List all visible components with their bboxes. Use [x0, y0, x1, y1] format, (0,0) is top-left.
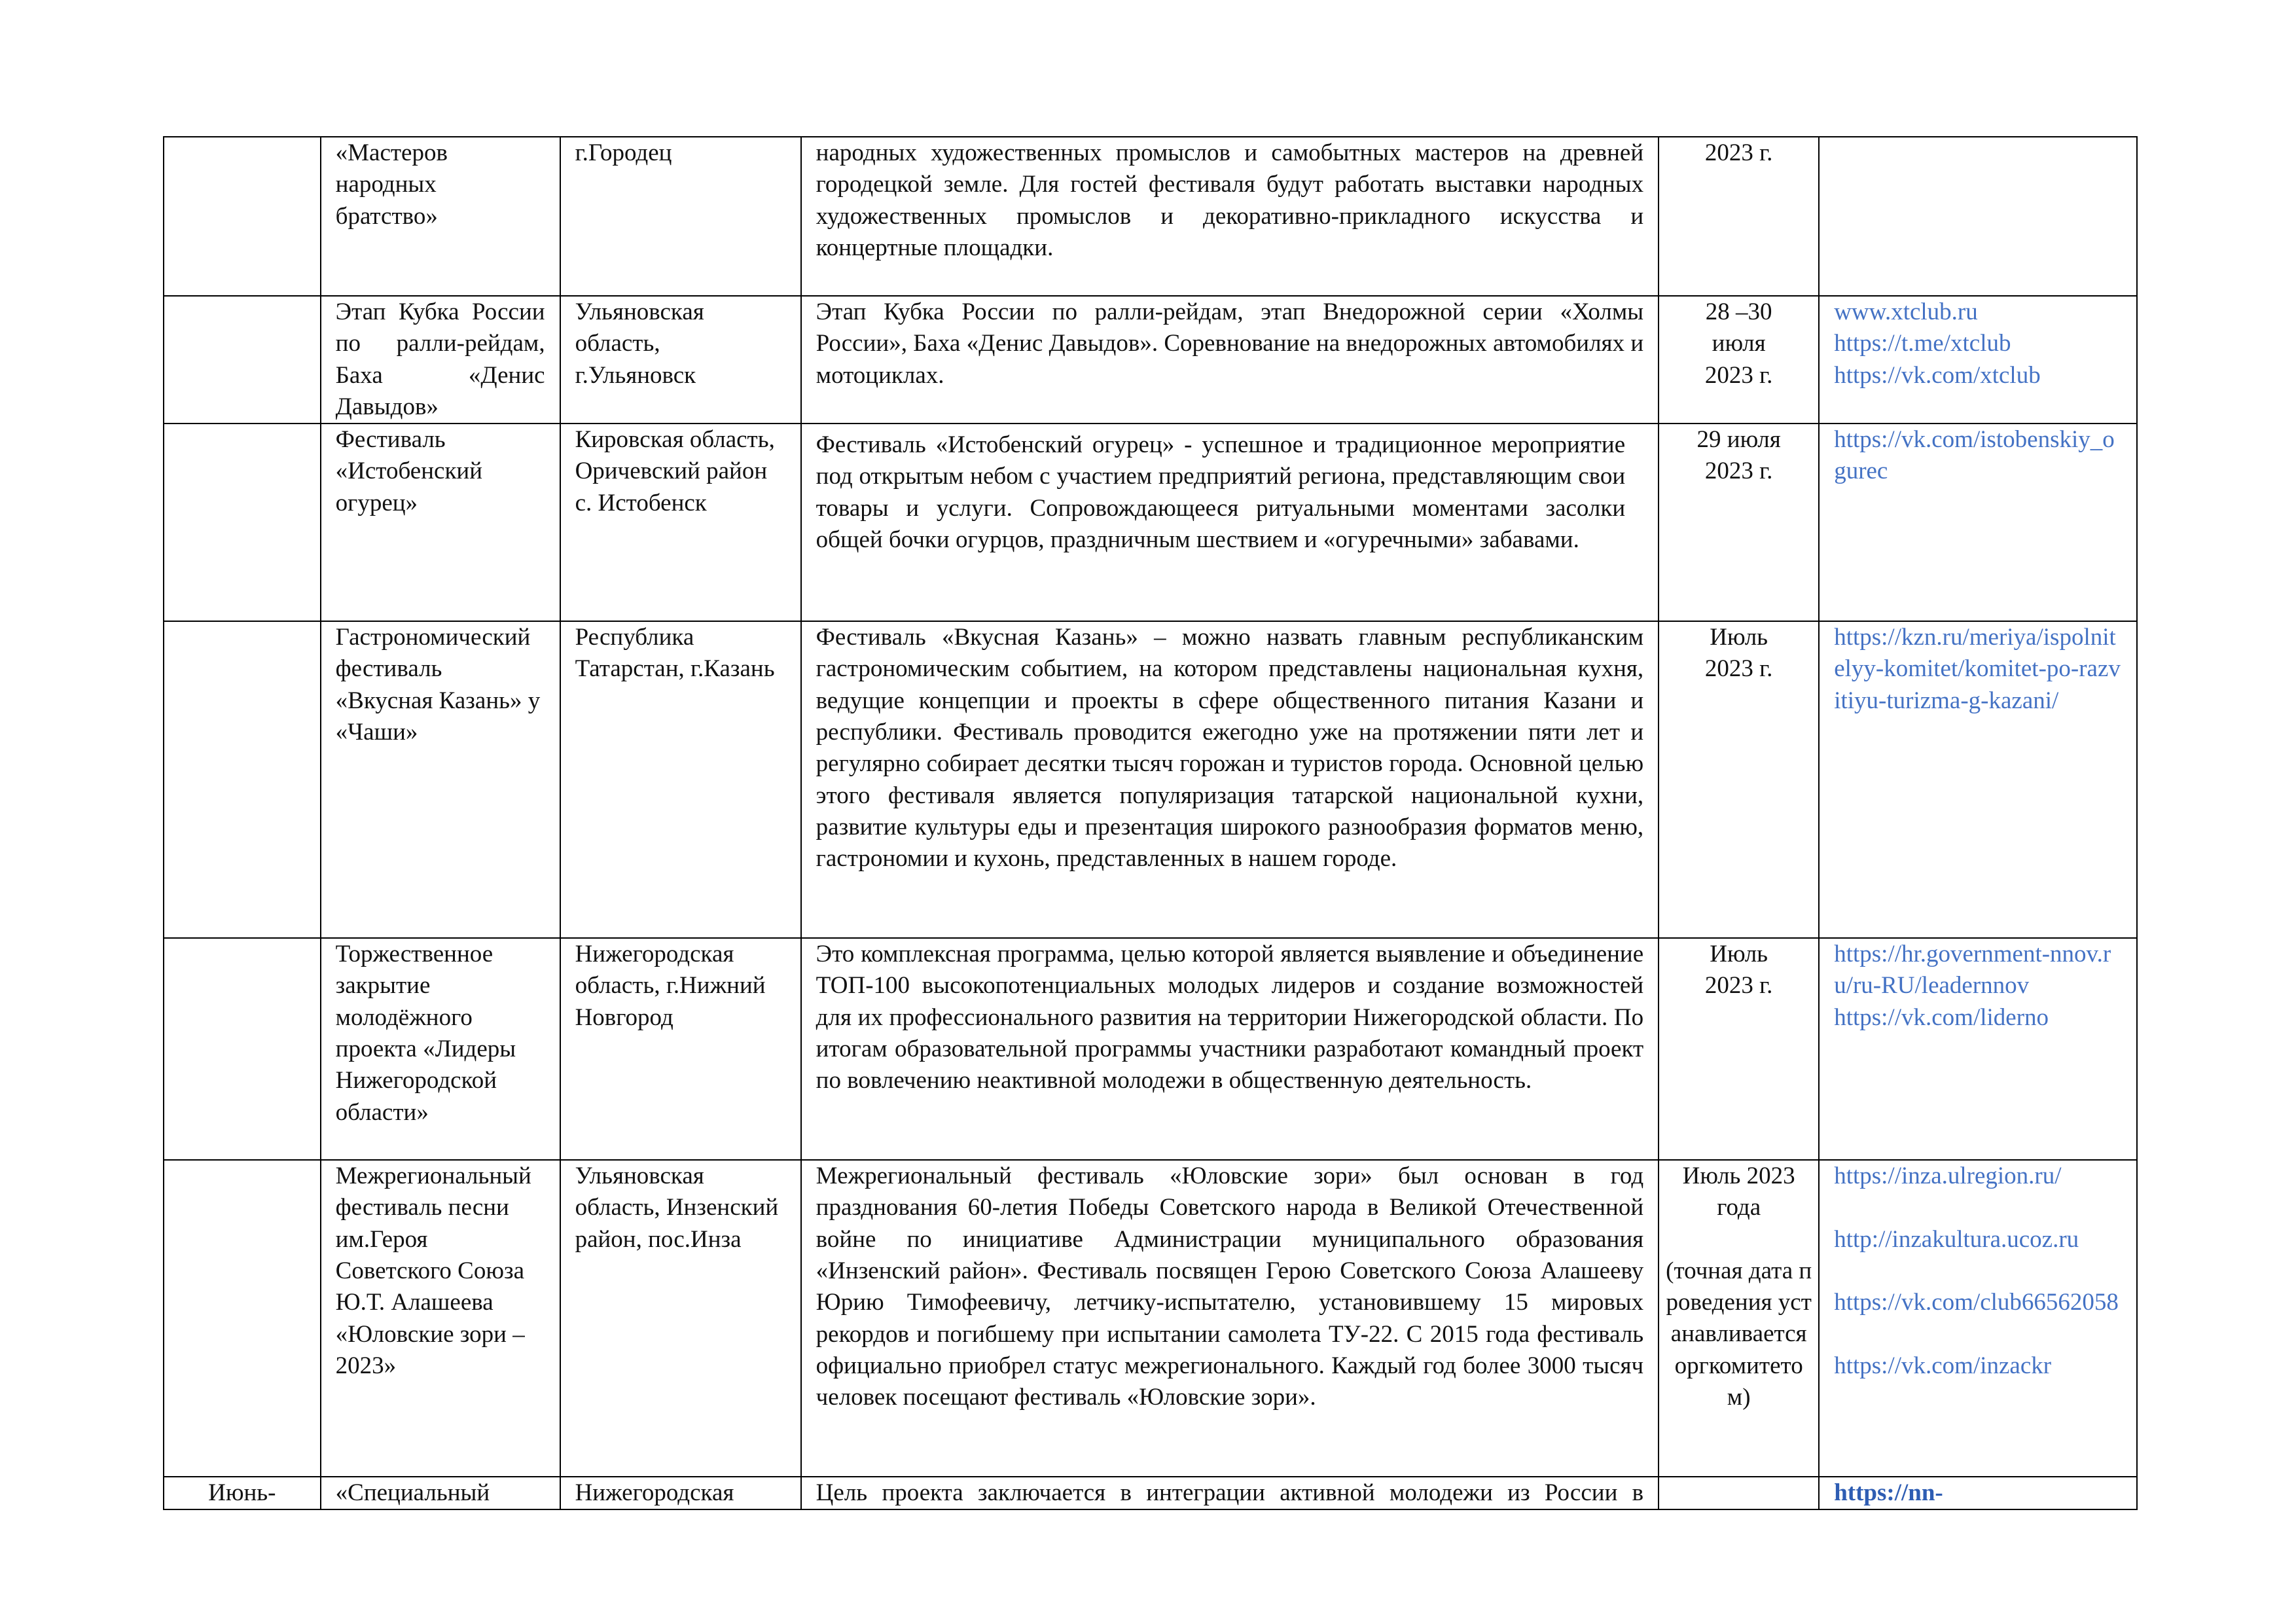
external-link[interactable]: https://t.me/xtclub	[1834, 330, 2011, 357]
description-cell: Фестиваль «Вкусная Казань» – можно назвать главным республиканским гастрономическим событием, на котором представлены национальная кухня, ведущие концепции и проекты в сфере общественного питания Казани и республики. Фестиваль проводится ежегодно уже на протяжении пяти лет и регулярно собирает десятки тысяч горожан и туристов города. Основной целью этого фестиваля является популяризация татарской национальной кухни, развитие культуры еды и презентация широкого разнообразия форматов меню, гастрономии и кухонь, представленных в нашем городе.	[801, 621, 1659, 938]
table-row	[164, 424, 2137, 621]
external-link[interactable]: http://inzakultura.ucoz.ru	[1834, 1225, 2079, 1253]
table-row	[164, 621, 2137, 938]
event-description: народных художественных промыслов и самобытных мастеров на древней городецкой земле. Для гостей фестиваля будут работать выставки народных художественных промыслов и декоративно-прикладного искусства и концертные площадки.	[816, 139, 1644, 261]
table-row	[164, 1477, 2137, 1509]
place-cell: Республика Татарстан, г.Казань	[560, 621, 801, 938]
external-link[interactable]: https://hr.government-nnov.ru/ru-RU/leadernnov	[1834, 941, 2111, 1000]
description-cell	[801, 424, 1659, 621]
description-cell: Это комплексная программа, целью которой является выявление и объединение ТОП-100 высокопотенциальных молодых лидеров и создание возможностей для их профессионального развития на территории Нижегородской области. По итогам образовательной программы участники разработают командный проект по вовлечению неактивной молодежи в общественную деятельность.	[801, 938, 1659, 1160]
period-cell	[164, 296, 321, 424]
table-row	[164, 296, 2137, 424]
date-cell	[1659, 296, 1819, 424]
external-link[interactable]: https://vk.com/istobenskiy_ogurec	[1834, 426, 2115, 485]
table-row	[164, 1160, 2137, 1477]
links-cell	[1819, 621, 2137, 938]
external-link[interactable]: www.xtclub.ru	[1834, 298, 1978, 325]
event-name-cell: Гастрономический фестиваль «Вкусная Казань» у «Чаши»	[321, 621, 560, 938]
period-cell	[164, 938, 321, 1160]
place-cell: Ульяновская область, г.Ульяновск	[560, 296, 801, 424]
event-name-cell: «Специальный	[321, 1477, 560, 1509]
event-name-cell: Межрегиональный фестиваль песни им.Героя Советского Союза Ю.Т. Алашеева «Юловские зори – 2023»	[321, 1160, 560, 1477]
period-cell	[164, 424, 321, 621]
event-name-cell: Фестиваль «Истобенский огурец»	[321, 424, 560, 621]
place-cell: Ульяновская область, Инзенский район, пос.Инза	[560, 1160, 801, 1477]
event-description: Цель проекта заключается в интеграции активной молодежи из России в	[816, 1479, 1644, 1507]
external-link[interactable]: https://vk.com/xtclub	[1834, 361, 2041, 389]
external-link[interactable]: https://inza.ulregion.ru/	[1834, 1163, 2062, 1190]
date-cell	[1659, 1477, 1819, 1509]
external-link[interactable]: https://kzn.ru/meriya/ispolnitelyy-komitet/komitet-po-razvitiyu-turizma-g-kazani/	[1834, 624, 2121, 714]
description-cell	[801, 137, 1659, 296]
date-cell	[1659, 621, 1819, 938]
event-name-cell	[321, 137, 560, 296]
links-cell	[1819, 938, 2137, 1160]
event-date: Июль 2023 года	[1682, 1163, 1795, 1221]
links-cell	[1819, 137, 2137, 296]
period-cell	[164, 621, 321, 938]
date-cell: 29 июля 2023 г.	[1659, 424, 1819, 621]
period-cell	[164, 137, 321, 296]
date-cell	[1659, 1160, 1819, 1477]
table-row	[164, 137, 2137, 296]
links-cell	[1819, 296, 2137, 424]
date-cell: 2023 г.	[1659, 137, 1819, 296]
links-cell	[1819, 1160, 2137, 1477]
description-cell: Этап Кубка России по ралли-рейдам, этап Внедорожной серии «Холмы России», Баха «Денис Давыдов». Соревнование на внедорожных автомобилях и мотоциклах.	[801, 296, 1659, 424]
event-date: Июль 2023 г.	[1704, 624, 1773, 683]
period-cell: Июнь-	[164, 1477, 321, 1509]
external-link[interactable]: https://nn-	[1834, 1479, 1943, 1507]
external-link[interactable]: https://vk.com/liderno	[1834, 1003, 2049, 1031]
event-name-cell: Этап Кубка России по ралли-рейдам, Баха «Денис Давыдов»	[321, 296, 560, 424]
event-date-note: (точная дата проведения устанавливается оргкомитетом)	[1666, 1257, 1812, 1411]
table-row	[164, 938, 2137, 1160]
external-link[interactable]: https://vk.com/club66562058	[1834, 1289, 2119, 1316]
external-link[interactable]: https://vk.com/inzackr	[1834, 1352, 2052, 1379]
links-cell	[1819, 424, 2137, 621]
period-cell	[164, 1160, 321, 1477]
place-cell: Кировская область, Оричевский район с. Истобенск	[560, 424, 801, 621]
event-description: Фестиваль «Истобенский огурец» - успешное и традиционное мероприятие под открытым небом с участием предприятий региона, представляющим свои товары и услуги. Сопровождающееся ритуальными моментами засолки общей бочки огурцов, праздничным шествием и «огуречными» забавами.	[816, 431, 1626, 554]
links-cell	[1819, 1477, 2137, 1509]
place-cell: Нижегородская	[560, 1477, 801, 1509]
place-cell: г.Городец	[560, 137, 801, 296]
date-cell	[1659, 938, 1819, 1160]
description-cell: Межрегиональный фестиваль «Юловские зори» был основан в год празднования 60-летия Победы Советского народа в Великой Отечественной войне по инициативе Администрации муниципального образования «Инзенский район». Фестиваль посвящен Герою Советского Союза Алашееву Юрию Тимофеевичу, летчику-испытателю, установившему 15 мировых рекордов и погибшему при испытании самолета ТУ-22. С 2015 года фестиваль официально приобрел статус межрегионального. Каждый год более 3000 тысяч человек посещают фестиваль «Юловские зори».	[801, 1160, 1659, 1477]
event-date: Июль 2023 г.	[1704, 941, 1773, 1000]
event-date: 28 –30 июля 2023 г.	[1704, 298, 1773, 389]
event-name-cell: Торжественное закрытие молодёжного проекта «Лидеры Нижегородской области»	[321, 938, 560, 1160]
events-table	[163, 136, 2138, 1510]
event-name: «Мастеров народных братство»	[335, 139, 448, 230]
description-cell	[801, 1477, 1659, 1509]
place-cell: Нижегородская область, г.Нижний Новгород	[560, 938, 801, 1160]
